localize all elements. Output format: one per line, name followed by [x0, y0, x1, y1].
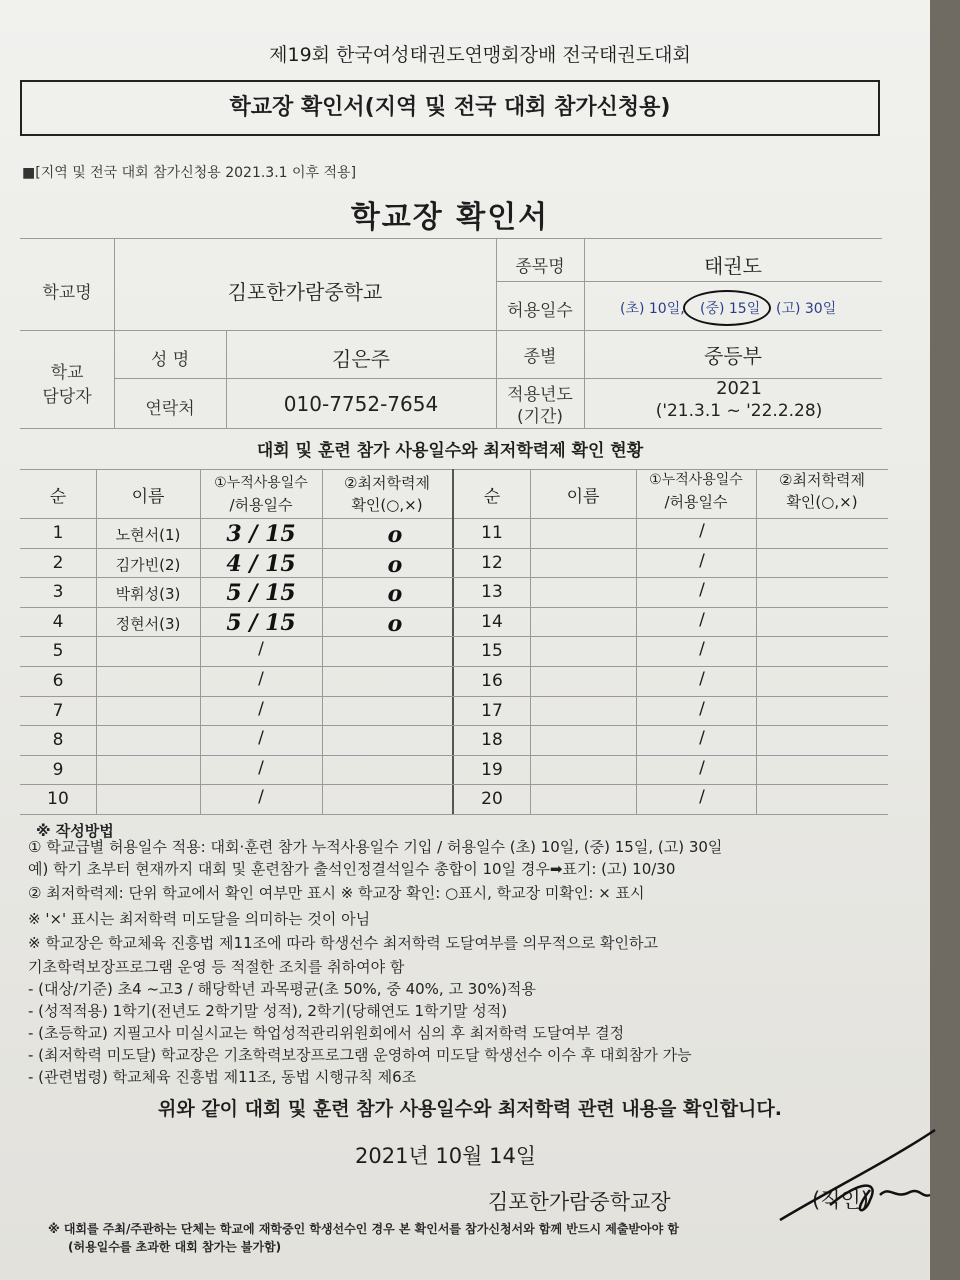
row-number: 4	[52, 611, 64, 632]
col-header-check-right-2: 확인(○,×)	[786, 493, 858, 511]
used-days: /	[258, 639, 264, 660]
table-rule	[96, 469, 97, 814]
guide-line: - (대상/기준) 초4 ~고3 / 해당학년 과목평균(초 50%, 중 40%, 고 30%)적용	[28, 980, 536, 998]
year-period: ('21.3.1 ~ '22.2.28)	[655, 401, 823, 421]
used-days: /	[699, 609, 705, 630]
year-value: 2021	[716, 378, 762, 399]
table-rule	[20, 518, 888, 519]
row-number: 19	[481, 759, 503, 780]
selection-circle-mark	[683, 290, 771, 326]
col-header-check-right: ②최저학력제	[779, 471, 865, 489]
table-row-rule	[20, 696, 888, 697]
guide-line: 기초학력보장프로그램 운영 등 적절한 조치를 취하여야 함	[28, 958, 405, 976]
type-value: 중등부	[704, 344, 762, 368]
row-number: 3	[52, 582, 64, 603]
competition-header: 제19회 한국여성태권도연맹회장배 전국태권도대회	[269, 44, 691, 66]
row-number: 6	[52, 671, 64, 691]
row-number: 13	[481, 582, 503, 603]
used-days: /	[699, 521, 705, 541]
col-header-check-2: 확인(○,×)	[351, 496, 423, 514]
school-name: 김포한가람중학교	[227, 280, 383, 304]
used-days: /	[258, 787, 264, 808]
row-number: 8	[52, 730, 64, 751]
col-header-days-right: ①누적사용일수	[649, 472, 743, 488]
col-header-days-2: /허용일수	[229, 496, 293, 514]
row-number: 9	[52, 759, 64, 780]
apply-note: ■[지역 및 전국 대회 참가신청용 2021.3.1 이후 적용]	[22, 165, 357, 181]
min-grade-check: o	[387, 551, 403, 578]
player-name: 정현서(3)	[115, 614, 181, 633]
used-days: /	[699, 580, 705, 601]
used-days: 3 / 15	[226, 521, 296, 547]
allowed-elementary: (초) 10일,	[620, 301, 685, 317]
table-rule	[322, 469, 323, 814]
title-box	[20, 80, 880, 136]
player-name: 노현서(1)	[115, 526, 181, 544]
col-header-name-right: 이름	[566, 487, 600, 507]
used-days: /	[699, 757, 705, 778]
used-days: 5 / 15	[226, 580, 296, 607]
row-number: 10	[47, 789, 69, 810]
info-rule	[20, 330, 882, 331]
table-rule	[530, 469, 531, 814]
min-grade-check: o	[387, 610, 403, 637]
col-header-name: 이름	[131, 487, 165, 507]
col-header-no-right: 순	[483, 487, 501, 507]
issue-date: 2021년 10월 14일	[355, 1144, 537, 1168]
footer-note-2: (허용일수를 초과한 대회 참가는 불가함)	[68, 1240, 282, 1254]
used-days: 4 / 15	[226, 550, 296, 577]
used-days: /	[699, 669, 705, 689]
table-row-rule	[20, 548, 888, 549]
guide-line: ※ 학교장은 학교체육 진흥법 제11조에 따라 학생선수 최저학력 도달여부를 의무적으로 확인하고	[28, 934, 658, 952]
row-number: 18	[481, 730, 503, 751]
guide-line: 예) 학기 초부터 현재까지 대회 및 훈련참가 출석인정결석일수 총합이 10일 경우➡표기: (고) 10/30	[28, 860, 676, 878]
status-table-title: 대회 및 훈련 참가 사용일수와 최저학력제 확인 현황	[256, 441, 644, 461]
row-number: 7	[52, 700, 64, 721]
row-number: 14	[481, 611, 503, 632]
col-header-no: 순	[49, 487, 67, 507]
info-rule	[496, 281, 882, 282]
used-days: /	[699, 787, 705, 808]
school-label: 학교명	[42, 283, 92, 303]
official-seal-label: (직인)	[812, 1188, 869, 1212]
row-number: 17	[481, 700, 503, 721]
footer-note: ※ 대회를 주최/주관하는 단체는 학교에 재학중인 학생선수인 경우 본 확인서를 참가신청서와 함께 반드시 제출받아야 함	[48, 1222, 679, 1236]
manager-label-2: 담당자	[42, 387, 92, 407]
guide-line: ② 최저학력제: 단위 학교에서 확인 여부만 표시 ※ 학교장 확인: ○표시, 학교장 미확인: × 표시	[28, 884, 645, 902]
col-header-days-right-2: /허용일수	[664, 493, 728, 511]
guide-line: ① 학교급별 허용일수 적용: 대회·훈련 참가 누적사용일수 기입 / 허용일수 (초) 10일, (중) 15일, (고) 30일	[28, 838, 723, 856]
table-row-rule	[20, 755, 888, 756]
used-days: /	[258, 757, 264, 778]
guide-line: ※ '×' 표시는 최저학력 미도달을 의미하는 것이 아님	[28, 910, 371, 928]
info-rule	[20, 428, 882, 429]
name-label: 성 명	[150, 350, 190, 370]
used-days: /	[258, 728, 264, 749]
col-header-check: ②최저학력제	[344, 474, 430, 492]
table-row-rule	[20, 577, 888, 578]
contact-label: 연락처	[145, 399, 195, 419]
used-days: /	[699, 639, 705, 660]
event-value: 태권도	[704, 254, 762, 278]
allowed-middle: (중) 15일	[700, 301, 761, 317]
table-row-rule	[20, 607, 888, 608]
year-label-2: (기간)	[516, 407, 564, 427]
row-number: 20	[481, 789, 503, 810]
guide-line: - (관련법령) 학교체육 진흥법 제11조, 동법 시행규칙 제6조	[28, 1068, 417, 1086]
guide-line: - (최저학력 미도달) 학교장은 기초학력보장프로그램 운영하여 미도달 학생선수 이수 후 대회참가 가능	[28, 1046, 692, 1064]
box-title: 학교장 확인서(지역 및 전국 대회 참가신청용)	[229, 95, 671, 120]
guide-line: - (성적적용) 1학기(전년도 2학기말 성적), 2학기(당해연도 1학기말 성적)	[28, 1002, 508, 1020]
manager-name: 김은주	[332, 347, 390, 371]
row-number: 2	[52, 552, 64, 573]
confirmation-statement: 위와 같이 대회 및 훈련 참가 사용일수와 최저학력 관련 내용을 확인합니다.	[158, 1098, 782, 1120]
contact-value: 010-7752-7654	[283, 392, 439, 416]
used-days: /	[258, 669, 264, 689]
row-number: 12	[481, 552, 503, 573]
principal-signature	[770, 1120, 940, 1230]
row-number: 5	[52, 641, 64, 662]
used-days: /	[699, 728, 705, 749]
table-row-rule	[20, 666, 888, 667]
table-row-rule	[20, 636, 888, 637]
min-grade-check: o	[387, 581, 403, 608]
row-number: 1	[52, 523, 64, 543]
principal-title: 김포한가람중학교장	[488, 1190, 671, 1214]
row-number: 15	[481, 641, 503, 662]
guide-heading: ※ 작성방법	[36, 822, 114, 840]
guide-line: - (초등학교) 지필고사 미실시교는 학업성적관리위원회에서 심의 후 최저학력 도달여부 결정	[28, 1024, 625, 1042]
min-grade-check: o	[387, 522, 403, 548]
player-name: 김가빈(2)	[115, 555, 181, 574]
document-title: 학교장 확인서	[350, 200, 550, 235]
table-row-rule	[20, 725, 888, 726]
col-header-days: ①누적사용일수	[214, 475, 308, 491]
row-number: 11	[481, 523, 503, 543]
type-label: 종별	[523, 347, 557, 367]
used-days: /	[258, 698, 264, 719]
event-label: 종목명	[515, 257, 565, 277]
table-rule	[20, 814, 888, 815]
year-label: 적용년도	[507, 385, 573, 405]
used-days: /	[699, 698, 705, 719]
allowed-days-label: 허용일수	[507, 301, 573, 321]
row-number: 16	[481, 671, 503, 691]
manager-label: 학교	[50, 363, 84, 383]
used-days: /	[699, 550, 705, 571]
player-name: 박휘성(3)	[115, 585, 181, 604]
table-row-rule	[20, 784, 888, 785]
allowed-high: (고) 30일	[776, 301, 837, 317]
info-rule	[20, 238, 882, 239]
used-days: 5 / 15	[226, 609, 296, 636]
